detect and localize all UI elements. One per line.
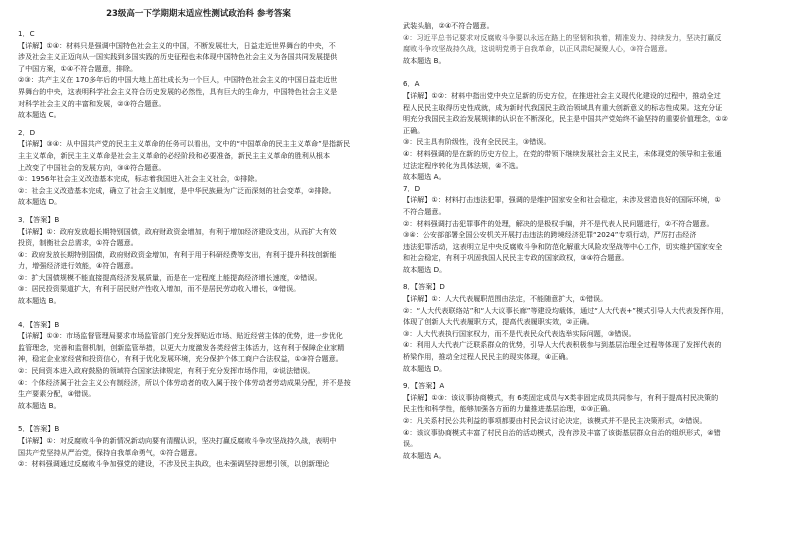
text-line: ②：扩大国债规模不能直接提高经济发展质量，而是在一定程度上能提高经济增长速度，②错误。 [18, 272, 322, 282]
text-line: ③：民主具有阶级性，没有全民民主，③错误。 [403, 137, 551, 147]
text-line: 国共产党坚持从严治党，保持自我革命勇气，①符合题意。 [18, 447, 202, 457]
text-line: 1．C [18, 29, 35, 38]
text-line: 【详解】①③：市场监督管理局要求市场监管部门充分发挥贴近市场、贴近经营主体的优势，进一步优化 [18, 331, 343, 341]
text-line: 力，增强经济进行效能，④符合题意。 [18, 261, 138, 271]
text-line: 【详解】①：对反腐败斗争的新情况新动向要有清醒认识，坚决打赢反腐败斗争攻坚战持久战，表明中 [18, 436, 337, 445]
text-line: 神，稳定企业家经营和投资信心，有利于优化发展环境，充分保护个体工商户合法权益，①③符合题意。 [18, 354, 343, 364]
text-line: ③④：公安部部署全国公安机关开展打击违法的跨境经济犯罪“2024”专项行动，严厉打击经济 [403, 230, 697, 240]
text-line: 故本题选 B。 [18, 400, 61, 410]
text-line: 腐败斗争攻坚战持久战，这说明党勇于自我革命，以正风肃纪凝聚人心，③符合题意。 [403, 44, 672, 54]
text-line: ④：习近平总书记要求对反腐败斗争要以永远在路上的坚韧和执着，精准发力、持续发力，坚决打赢反 [403, 32, 722, 42]
text-line: ②：“人大代表联络站”和“人大议事长廊”等建设均载体，通过“人大代表+”模式引导人大代表发挥作用， [403, 305, 729, 315]
text-line: ④：该议事协商模式丰富了村民自治的活动模式，没有涉及丰富了该街基层群众自治的组织形式，④错 [403, 427, 721, 437]
text-line: ②③：共产主义在 170多年后的中国大地上茁壮成长为一个巨人，中国特色社会主义的中国日益走近世 [18, 75, 338, 85]
text-line: ①：1956年社会主义改造基本完成，标志着我国进入社会主义社会，①排除。 [18, 174, 262, 184]
text-line: 【详解】①：政府发放超长期特别国债，政府财政资金增加，有利于增加经济建设支出，从而扩大有效 [18, 226, 337, 236]
right-column [403, 20, 780, 556]
text-line: 上改变了中国社会的发展方向，③④符合题意。 [18, 162, 166, 172]
page-title: 23级高一下学期期末适应性测试政治科 参考答案 [106, 9, 291, 19]
text-line: 故本题选 D。 [18, 197, 62, 207]
text-line: ②：凡关系村民公共利益的事项都要由村民会议讨论决定，该模式并不是民主决策形式，②错误。 [403, 416, 707, 425]
text-line: 故本题选 A。 [403, 172, 446, 182]
text-line: 故本题选 B。 [403, 55, 446, 65]
left-column [18, 28, 393, 556]
text-line: ②：材料强调通过反腐败斗争加强党的建设，不涉及民主执政，也未强调坚持思想引领，以创新理论 [18, 459, 330, 469]
text-line: 故本题选 A。 [403, 450, 446, 460]
text-line: 6．A [403, 79, 420, 89]
text-line: 投资，制衡社会总需求，①符合题意。 [18, 238, 138, 248]
text-line: 2．D [18, 127, 36, 137]
text-line: 3．【答案】B [18, 214, 60, 224]
text-line: 【详解】③④：从中国共产党的民主主义革命的任务可以看出，文中的“中国革命的民主主义革命”是指新民 [18, 139, 351, 149]
text-line: ②：社会主义改造基本完成，确立了社会主义制度，是中华民族最为广泛而深刻的社会变革，②排除。 [18, 185, 336, 195]
text-line: ③：居民投资渠道扩大，有利于居民财产性收入增加，而不是居民劳动收入增长，③错误。 [18, 284, 301, 294]
text-line: 【详解】①②：材料中指出党中央立足新的历史方位，在推进社会主义现代化建设的过程中，推动全过 [403, 90, 721, 100]
text-line: 民主性和科学性，能够加强各方面的力量推进基层治理，①③正确。 [403, 404, 615, 414]
text-line: 故本题选 D。 [403, 264, 447, 274]
text-line: 不符合题意。 [403, 206, 446, 216]
text-line: 了中国方案，①④不符合题意，排除。 [18, 63, 138, 73]
text-line: 明充分我国民主政治发展规律的认识在不断深化，民主是中国共产党始终不渝坚持的重要价值理念，①② [403, 114, 728, 124]
text-line: ②：民间资本进入政府鼓励的领域符合国家法律规定，有利于充分发挥市场作用，②说法错误。 [18, 366, 315, 376]
text-line: 故本题选 C。 [18, 110, 61, 120]
text-line: 正确。 [403, 125, 425, 135]
text-line: 7．D [403, 183, 421, 193]
text-line: 4．【答案】B [18, 319, 60, 329]
text-line: ④：利用人大代表广泛联系群众的优势，引导人大代表积极参与到基层治理全过程等体现了发挥代表的 [403, 340, 722, 350]
text-line: 5．【答案】B [18, 424, 60, 434]
text-line: 【详解】①③：该议事协商模式，有 6类固定成员与X类非固定成员共同参与，有利于提高村民决策的 [403, 392, 719, 402]
text-line: 故本题选 B。 [18, 296, 61, 306]
text-line: ③：人大代表执行国家权力，而不是代表民众代表选举实际问题，③错误。 [403, 328, 636, 338]
text-line: 【详解】①④：材料只是强调中国特色社会主义的中国，不断发展壮大，日益走近世界舞台的中央，不 [18, 40, 336, 50]
text-line: ④：个体经济属于社会主义公有制经济，所以个体劳动者的收入属于按个体劳动者劳动成果分配，并不是按 [18, 377, 351, 387]
text-line: ④：政府发放长期特别国债，政府财政资金增加，有利于用于科研经费等支出，有利于提升科技创新能 [18, 249, 337, 259]
text-line: 涉及社会主义正迈向从一国实践到多国实践的历史征程也未体现中国特色社会主义为各国共同发展提供 [18, 52, 338, 62]
text-line: 故本题选 D。 [403, 363, 447, 373]
text-line: 【详解】①：人大代表履职范围由法定，不能随意扩大，①错误。 [403, 294, 608, 304]
text-line: 和社会稳定，有利于巩固我国人民民主专政的国家政权，③④符合题意。 [403, 253, 629, 263]
text-line: 体现了创新人大代表履职方式，提高代表履职实效，②正确。 [403, 317, 594, 327]
text-line: 监管理念，完善和监督机制，创新监管举措，以更大力度激发各类经营主体活力，这有利于保障企业家精 [18, 342, 345, 352]
text-line: 9．【答案】A [403, 381, 445, 391]
text-line: 误。 [403, 439, 418, 449]
text-line: ②：材料强调打击犯罪事件的处理，解决的是极权手编，并不是代表人民问题进行，②不符合题意。 [403, 218, 714, 228]
text-line: 过法定程序转化为具体法规，④不选。 [403, 160, 523, 170]
text-line: ④：材料强调的是在新的历史方位上，在党的带领下继续发展社会主义民主，未体现党的领导和主张通 [403, 148, 722, 158]
text-line: 对科学社会主义的丰富和发展，②③符合题意。 [18, 98, 166, 108]
text-line: 界舞台的中央，这表明科学社会主义符合历史发展的必然性，具有巨大的生命力，中国特色社会主义是 [18, 86, 338, 96]
text-line: 【详解】①：材料打击违法犯罪，强调的是维护国家安全和社会稳定，未涉及营造良好的国际环境，① [403, 195, 721, 205]
text-line: 武装头脑，②④不符合题意。 [403, 21, 494, 30]
text-line: 8．【答案】D [403, 282, 445, 292]
text-line: 程人民民主取得历史性成就，成为新时代我国民主政治领域具有重大创新意义的标志性成果。这充分证 [403, 102, 723, 112]
text-line: 生产要素分配，④错误。 [18, 389, 96, 399]
text-line: 桥梁作用，推动全过程人民民主的现实体现，④正确。 [403, 352, 573, 362]
text-line: 主主义革命，新民主主义革命是社会主义革命的必经阶段和必要准备，新民主主义革命的胜利从根本 [18, 150, 331, 160]
text-line: 违法犯罪活动，这表明立足中央反腐败斗争和防范化解重大风险攻坚战等中心工作，切实维护国家安全 [403, 241, 723, 251]
